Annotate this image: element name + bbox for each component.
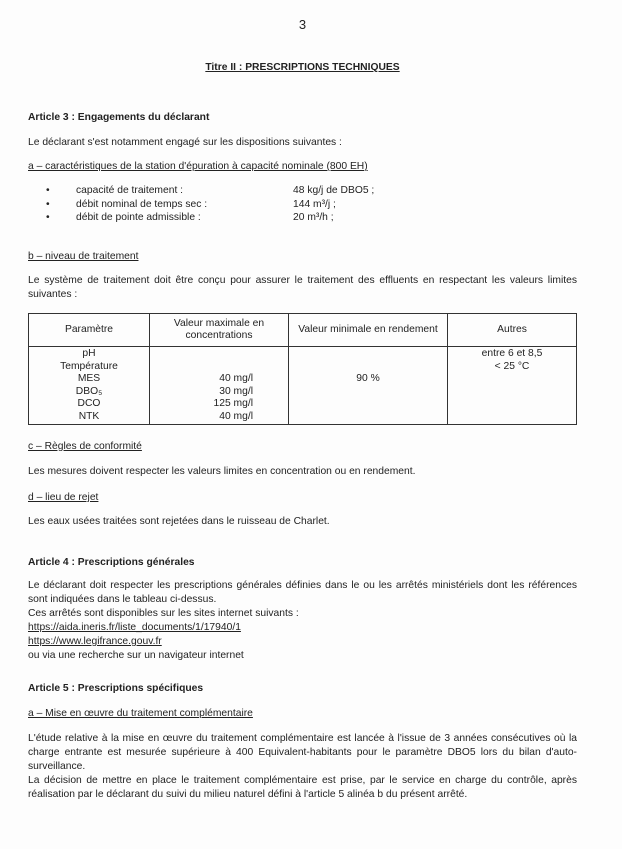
min-rendement-cell: 90 % — [289, 347, 448, 425]
article-5-heading: Article 5 : Prescriptions spécifiques — [28, 683, 204, 694]
parametre-cell: pH Température MES DBO₅ DCO NTK — [29, 347, 150, 425]
list-item: • débit nominal de temps sec : 144 m³/j ; — [46, 198, 336, 210]
header-parametre: Paramètre — [29, 314, 150, 347]
limits-table — [28, 313, 577, 425]
header-autres: Autres — [448, 314, 577, 347]
article-4-heading: Article 4 : Prescriptions générales — [28, 557, 195, 568]
autres-cell: entre 6 et 8,5 < 25 °C — [448, 347, 577, 425]
article-5-paragraph-2: La décision de mettre en place le traitement complémentaire est prise, par le service en charge du contrôle, après réalisation par le déclarant du suivi du milieu naturel défini à l'article 5 alinéa b du présent arrêté. — [28, 775, 577, 800]
section-title: Titre II : PRESCRIPTIONS TECHNIQUES — [205, 62, 400, 73]
max-concentration-cell: 40 mg/l 30 mg/l 125 mg/l 40 mg/l — [150, 347, 289, 425]
bullet-list — [46, 184, 374, 225]
paragraph-b: Le système de traitement doit être conçu pour assurer le traitement des effluents en respectant les valeurs limites suivantes : — [28, 275, 577, 300]
article-4-body: Le déclarant doit respecter les prescriptions générales définies dans le ou les arrêtés ministériels dont les références sont indiquées dans le tableau ci-dessus. Ces arrêtés sont disponibles sur les sites internet suivants : https://aida.ineris.fr/liste_documents/1/17940/1 https://www.legifrance.gouv.fr ou via une recherche sur un navigateur internet — [28, 580, 577, 661]
subheading-c: c – Règles de conformité — [28, 441, 142, 452]
page-number: 3 — [298, 17, 307, 32]
article-3-heading: Article 3 : Engagements du déclarant — [28, 112, 210, 123]
subheading-a: a – caractéristiques de la station d'épuration à capacité nominale (800 EH) — [28, 161, 368, 172]
link-aida[interactable]: https://aida.ineris.fr/liste_documents/1/17940/1 — [28, 622, 241, 633]
header-min-rendement: Valeur minimale en rendement — [289, 314, 448, 347]
paragraph-d: Les eaux usées traitées sont rejetées dans le ruisseau de Charlet. — [28, 516, 330, 527]
article-5-subheading-a: a – Mise en œuvre du traitement complémentaire — [28, 708, 253, 719]
header-max-concentration: Valeur maximale en concentrations — [150, 314, 289, 347]
subheading-d: d – lieu de rejet — [28, 492, 99, 503]
link-legifrance[interactable]: https://www.legifrance.gouv.fr — [28, 636, 162, 647]
list-item: • capacité de traitement : 48 kg/j de DBO5 ; — [46, 185, 375, 196]
article-5-paragraph-1: L'étude relative à la mise en œuvre du traitement complémentaire est lancée à l'issue de 3 années consécutives où la charge entrante est mesurée supérieure à 400 Equivalent-habitants pour le paramètre DBO5 lors du bilan d'auto-surveillance. — [28, 733, 577, 772]
subheading-b: b – niveau de traitement — [28, 251, 139, 262]
article-3-intro: Le déclarant s'est notamment engagé sur les dispositions suivantes : — [28, 137, 342, 148]
paragraph-c: Les mesures doivent respecter les valeurs limites en concentration ou en rendement. — [28, 466, 416, 477]
list-item: • débit de pointe admissible : 20 m³/h ; — [46, 212, 334, 223]
